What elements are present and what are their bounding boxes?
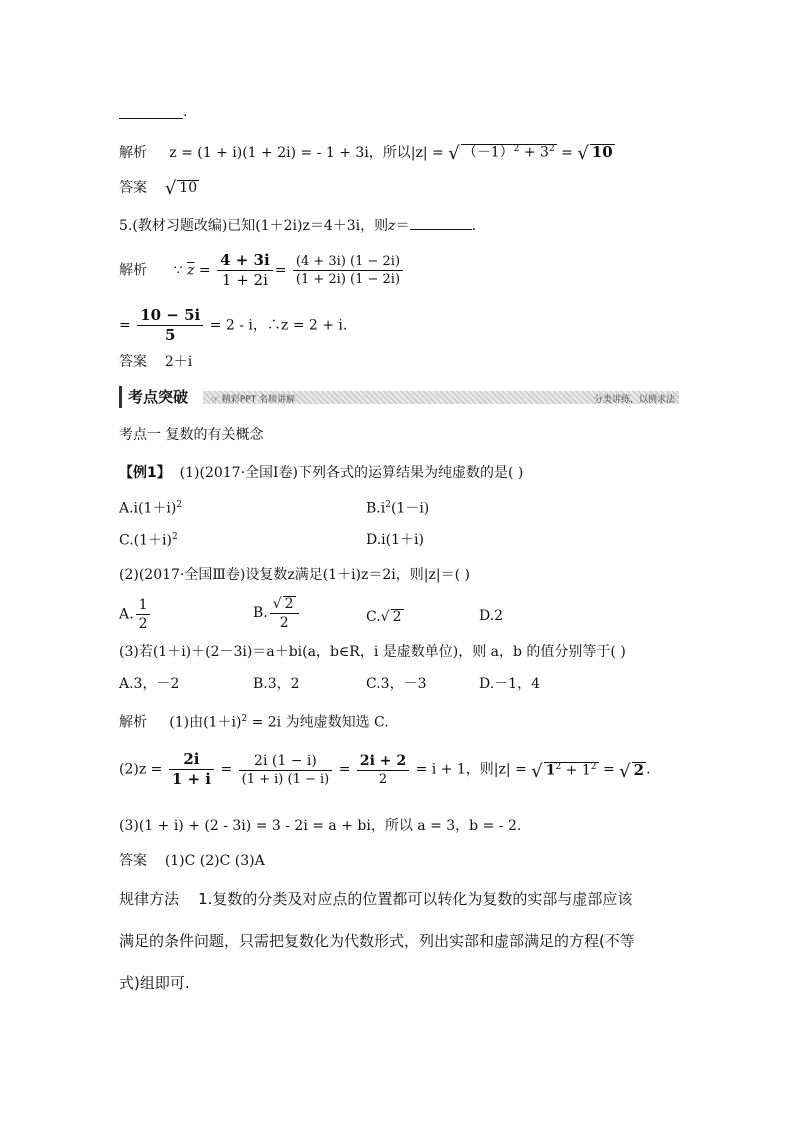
p2-option-c[interactable]: C.√ 2 xyxy=(366,609,402,625)
p2-option-d[interactable]: D.2 xyxy=(479,608,504,624)
q4-solution-line: 解析 z = (1 + i)(1 + 2i) = - 1 + 3i，所以|z| = √ $(-1)^2 + 3^2$ = √ 10 xyxy=(119,143,613,164)
example1-part3-stem: (3)若(1＋i)＋(2－3i)＝a＋bi(a，b∈R，i 是虚数单位)，则 a，b 的值分别等于( ) xyxy=(119,644,626,660)
jiexi-label: 解析 xyxy=(119,145,147,161)
q5-answer-value: 2＋i xyxy=(164,354,193,370)
sqrt-symbol: √ xyxy=(531,760,543,782)
method-line2: 满足的条件问题，只需把复数化为代数形式，列出实部和虚部满足的方程(不等 xyxy=(119,932,635,950)
solution-part1: 解析 (1)由$(1+i)^2 = 2i$ 为纯虚数知选 C. xyxy=(119,714,389,731)
method-line1: 规律方法 1.复数的分类及对应点的位置都可以转化为复数的实部与虚部应该 xyxy=(119,890,633,908)
sqrt-symbol: √ xyxy=(272,596,282,612)
solution-part3: (3)(1 + i) + (2 - 3i) = 3 - 2i = a + bi，所以 a = 3，b = - 2. xyxy=(119,818,522,834)
jiexi-label: 解析 xyxy=(119,714,147,731)
p1-option-c[interactable]: $C.(1+i)^2$ xyxy=(119,532,178,549)
example1-part2-stem: (2)(2017·全国Ⅲ卷)设复数z满足(1＋i)z＝2i，则|z|＝( ) xyxy=(119,567,470,583)
sqrt-symbol: √ xyxy=(380,609,390,625)
section-title: 考点突破 xyxy=(119,386,194,408)
p3-option-d[interactable]: D.－1，4 xyxy=(479,676,540,692)
p1-option-a[interactable]: $A.i(1+i)^2$ xyxy=(119,500,183,517)
q5-answer-line xyxy=(119,355,192,369)
fraction: $\frac{10 - 5i}{5}$ xyxy=(137,308,203,343)
banner-right-text: 分类讲练，以例求法 xyxy=(593,395,675,405)
q4-answer-value: 10 xyxy=(179,180,198,196)
solution-answer: 答案 (1)C (2)C (3)A xyxy=(119,853,265,869)
banner-subtitle: ☞ 精彩PPT 名师讲解 xyxy=(211,395,296,405)
topic-heading: 考点一 复数的有关概念 xyxy=(119,427,264,443)
q4-answer-line xyxy=(119,178,199,199)
solution-part2: (2)z = $\frac{2i}{1 + i}$ = $\frac{2i (1 - i)}{(1 + i) (1 - i)}$ = $\frac{2i + 2}{2}$ = i + 1，则|z| = √ $1^2 + 1^2$ = √ 2 . xyxy=(119,750,651,788)
p3-option-b[interactable]: B.3，2 xyxy=(253,676,300,692)
method-label: 规律方法 xyxy=(119,890,180,908)
q4-sqrt-body: $(-1)^2 + 3^2$ xyxy=(462,144,555,161)
example-label: 【例1】 xyxy=(119,465,171,481)
previous-answer-blank xyxy=(119,106,183,119)
q5-stem: 5.(教材习题改编)已知(1＋2i)z＝4＋3i，则z＝ . xyxy=(119,218,477,234)
p3-option-a[interactable]: A.3，－2 xyxy=(119,676,180,692)
p2-option-b[interactable]: B. $\frac{√ 2}{2}$ xyxy=(253,596,301,630)
answer-label: 答案 xyxy=(119,180,147,196)
answer-blank xyxy=(410,217,472,230)
answer-label: 答案 xyxy=(119,853,147,869)
section-banner xyxy=(119,386,679,408)
sqrt-symbol: √ xyxy=(164,178,177,199)
fraction: $\frac{4 + 3i}{1 + 2i}$ xyxy=(217,253,273,288)
p1-option-b[interactable]: $B.i^2(1-i)$ xyxy=(366,500,430,517)
q4-expression: z = (1 + i)(1 + 2i) = - 1 + 3i，所以|z| = xyxy=(169,145,444,161)
sqrt-symbol: √ xyxy=(577,143,589,164)
sqrt-symbol: √ xyxy=(448,143,460,164)
fraction: $\frac{(4 + 3i) (1 - 2i)}{(1 + 2i) (1 - 2i)}$ xyxy=(293,255,403,286)
fraction: $\frac{2i}{1 + i}$ xyxy=(169,752,214,787)
sqrt-symbol: √ xyxy=(619,760,631,782)
example1-part1-stem: 【例1】 (1)(2017·全国Ⅰ卷)下列各式的运算结果为纯虚数的是( ) xyxy=(119,465,524,481)
z-conjugate: $\overline{z}$ xyxy=(187,262,195,279)
p2-option-a[interactable]: A. $\frac{1}{2}$ xyxy=(119,598,152,631)
method-line3: 式)组即可. xyxy=(119,974,190,992)
jiexi-label: 解析 xyxy=(119,262,147,279)
previous-blank-period: . xyxy=(183,104,188,120)
q5-solution-line2: = $\frac{10 - 5i}{5}$ = 2 - i，∴z = 2 + i. xyxy=(119,306,348,344)
q4-sqrt-result: 10 xyxy=(591,143,613,161)
q5-solution-line1: 解析 ∵ $\overline{z}$ = $\frac{4 + 3i}{1 + 2i}$ = $\frac{(4 + 3i) (1 - 2i)}{(1 + 2i) (1 - 2i)}$ xyxy=(119,253,405,288)
fraction: $\frac{2i + 2}{2}$ xyxy=(357,754,409,786)
p3-option-c[interactable]: C.3，－3 xyxy=(366,676,427,692)
fraction: $\frac{2i (1 - i)}{(1 + i) (1 - i)}$ xyxy=(239,754,333,786)
answer-label: 答案 xyxy=(119,354,147,370)
p1-option-d[interactable]: D.i(1＋i) xyxy=(366,532,424,548)
